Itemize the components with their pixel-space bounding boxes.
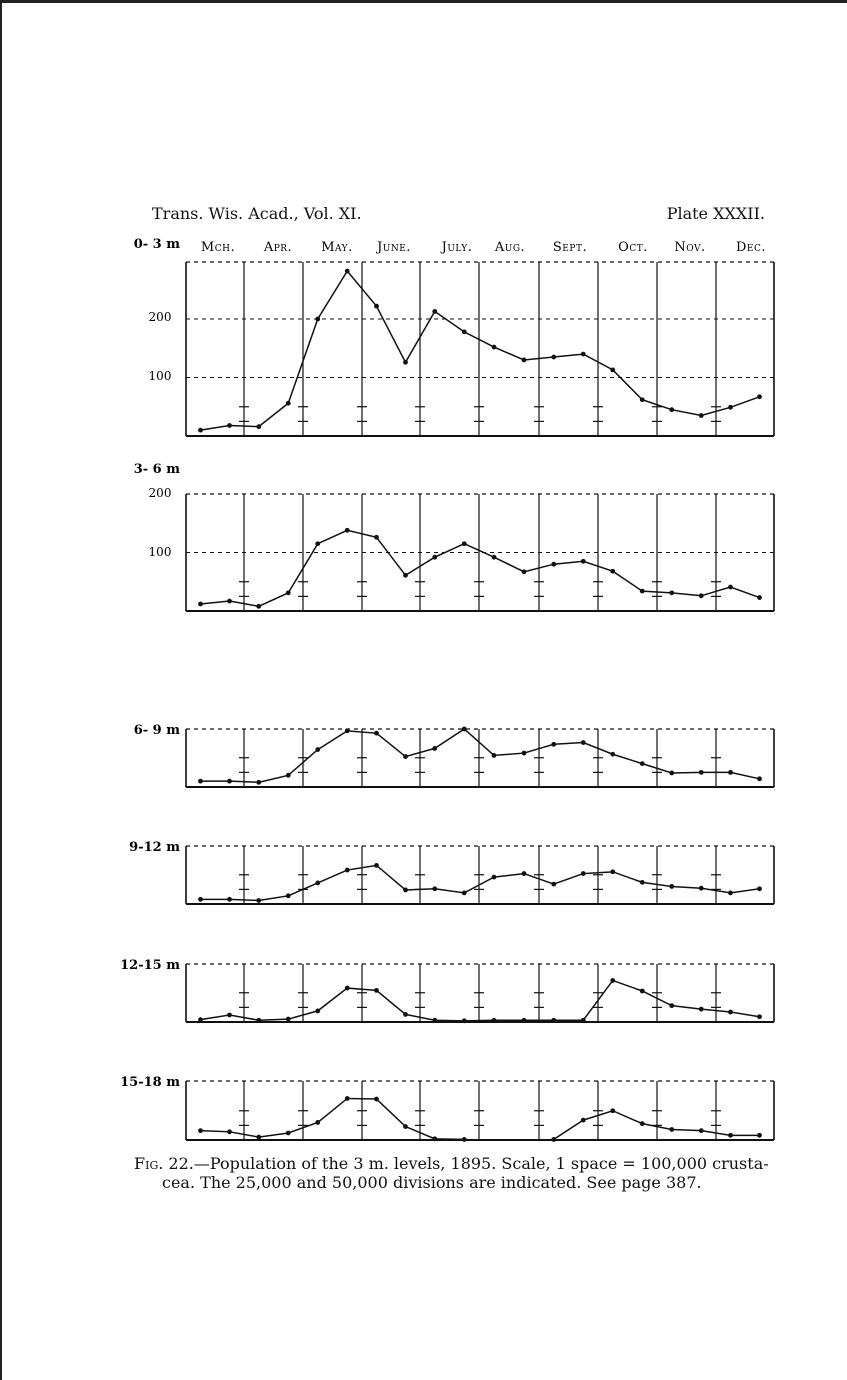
data-point [198,897,203,902]
depth-label: 0- 3 m [133,237,180,252]
data-point [699,1128,704,1133]
data-point [374,731,379,736]
journal-header: Trans. Wis. Acad., Vol. XI. [152,204,362,223]
figure-caption [134,1154,784,1192]
month-label: June. [377,240,411,255]
series-line [201,530,760,606]
data-point [757,886,762,891]
data-point [492,875,497,880]
data-point [256,604,261,609]
data-point [403,888,408,893]
y-tick-label: 100 [148,545,172,559]
data-point [286,1131,291,1136]
data-point [522,871,527,876]
data-point [227,599,232,604]
data-point [757,1133,762,1138]
data-point [492,555,497,560]
data-point [699,770,704,775]
month-label: Mch. [200,240,236,255]
data-point [374,988,379,993]
data-point [757,1014,762,1019]
data-point [374,304,379,309]
data-point [315,747,320,752]
month-label: Aug. [494,240,526,255]
data-point [345,269,350,274]
data-point [286,401,291,406]
data-point [198,1128,203,1133]
data-point [640,397,645,402]
data-point [728,1010,733,1015]
data-point [669,1127,674,1132]
data-point [640,880,645,885]
series-line [201,1098,465,1139]
data-point [492,345,497,350]
data-point [728,1133,733,1138]
month-label: Dec. [735,240,767,255]
data-point [432,886,437,891]
plate-number: Plate XXXII. [666,204,765,223]
data-point [640,989,645,994]
data-point [227,423,232,428]
data-point [374,535,379,540]
data-point [610,978,615,983]
data-point [522,358,527,363]
month-label: July. [441,240,473,255]
data-point [728,585,733,590]
data-point [581,352,586,357]
depth-label: 3- 6 m [133,462,180,477]
data-point [345,986,350,991]
caption-line-1: —Population of the 3 m. levels, 1895. Scale, 1 space = 100,000 crusta- [193,1154,769,1173]
data-point [256,1135,261,1140]
data-point [522,751,527,756]
data-point [286,893,291,898]
data-point [610,752,615,757]
data-point [551,1018,556,1023]
month-label: Apr. [263,240,293,255]
data-point [345,1096,350,1101]
data-point [432,555,437,560]
data-point [462,541,467,546]
data-point [374,863,379,868]
data-point [581,740,586,745]
data-point [227,1013,232,1018]
data-point [669,1003,674,1008]
data-point [610,1108,615,1113]
data-point [256,424,261,429]
data-point [462,1137,467,1142]
data-point [581,559,586,564]
data-point [315,1120,320,1125]
y-tick-label: 100 [148,369,172,383]
depth-label: 6- 9 m [133,723,180,738]
data-point [610,367,615,372]
data-point [432,746,437,751]
depth-label: 9-12 m [129,840,180,855]
data-point [728,405,733,410]
data-point [462,727,467,732]
depth-label: 15-18 m [120,1075,180,1090]
data-point [728,890,733,895]
data-point [403,1012,408,1017]
data-point [757,394,762,399]
series-line [201,980,760,1020]
data-point [551,1137,556,1142]
data-point [581,1018,586,1023]
series-line [201,729,760,782]
data-point [198,1017,203,1022]
data-point [462,890,467,895]
data-point [198,428,203,433]
data-point [757,595,762,600]
data-point [345,528,350,533]
data-point [669,407,674,412]
data-point [492,1018,497,1023]
data-point [669,884,674,889]
data-point [227,897,232,902]
data-point [403,1124,408,1129]
data-point [403,573,408,578]
data-point [345,868,350,873]
data-point [551,562,556,567]
data-point [227,1129,232,1134]
data-point [522,569,527,574]
series-line [201,865,760,900]
month-label: Sept. [552,240,588,255]
data-point [551,355,556,360]
data-point [345,728,350,733]
month-label: May. [321,240,353,255]
data-point [669,771,674,776]
data-point [699,886,704,891]
y-tick-label: 200 [148,486,172,500]
data-point [522,1018,527,1023]
data-point [432,309,437,314]
data-point [315,881,320,886]
data-point [286,590,291,595]
data-point [640,1121,645,1126]
data-point [432,1018,437,1023]
data-point [462,1018,467,1023]
data-point [640,761,645,766]
data-point [286,1017,291,1022]
data-point [728,770,733,775]
data-point [403,754,408,759]
data-point [757,776,762,781]
data-point [198,602,203,607]
y-tick-label: 200 [148,310,172,324]
month-label: Nov. [674,240,706,255]
data-point [492,753,497,758]
data-point [699,413,704,418]
data-point [610,569,615,574]
data-point [610,869,615,874]
data-point [227,779,232,784]
data-point [256,898,261,903]
data-point [699,593,704,598]
data-point [315,1008,320,1013]
month-label: Oct. [618,240,648,255]
data-point [551,742,556,747]
depth-label: 12-15 m [120,958,180,973]
data-point [581,1118,586,1123]
data-point [286,773,291,778]
data-point [315,317,320,322]
data-point [581,871,586,876]
data-point [256,1018,261,1023]
data-point [374,1097,379,1102]
caption-line-2: cea. The 25,000 and 50,000 divisions are indicated. See page 387. [162,1173,702,1192]
data-point [462,329,467,334]
data-point [669,590,674,595]
data-point [551,882,556,887]
data-point [699,1007,704,1012]
data-point [640,589,645,594]
caption-fig-label: Fig. 22. [134,1154,194,1173]
data-point [256,780,261,785]
data-point [432,1136,437,1141]
data-point [198,779,203,784]
data-point [403,360,408,365]
data-point [315,541,320,546]
